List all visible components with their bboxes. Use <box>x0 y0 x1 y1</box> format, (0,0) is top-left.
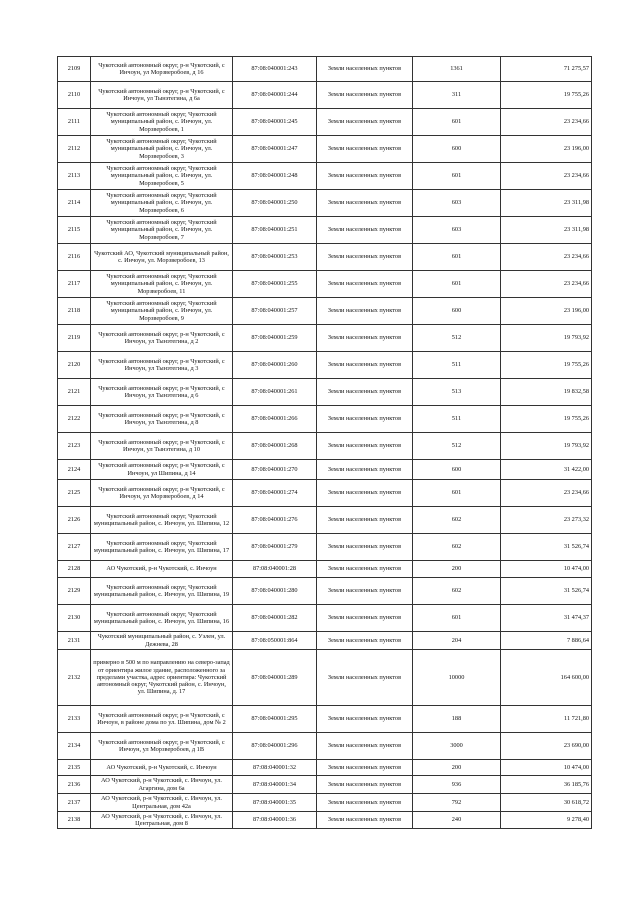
table-row <box>58 480 592 507</box>
table-row <box>58 733 592 760</box>
area-cell: 3000 <box>413 733 501 760</box>
land-category-cell: Земли населенных пунктов <box>317 352 413 379</box>
land-category-cell: Земли населенных пунктов <box>317 776 413 794</box>
area-cell: 602 <box>413 507 501 534</box>
row-number: 2110 <box>58 82 91 109</box>
cadastral-number-cell: 87:08:040001:295 <box>233 706 317 733</box>
land-category-cell: Земли населенных пунктов <box>317 136 413 163</box>
area-cell: 10000 <box>413 650 501 706</box>
address-cell: Чукотский автономный округ, р-н Чукотский, с Инчоун, ул Тынэтегина, д 10 <box>91 433 233 460</box>
address-cell: Чукотский автономный округ, Чукотский муниципальный район, с. Инчоун, ул. Шипина, 19 <box>91 578 233 605</box>
land-category-cell: Земли населенных пунктов <box>317 271 413 298</box>
row-number: 2134 <box>58 733 91 760</box>
cadastral-value-cell: 10 474,00 <box>501 561 592 578</box>
land-category-cell: Земли населенных пунктов <box>317 507 413 534</box>
table-row <box>58 650 592 706</box>
land-category-cell: Земли населенных пунктов <box>317 406 413 433</box>
address-cell: Чукотский автономный округ, Чукотский муниципальный район, с. Инчоун, ул. Шипина, 17 <box>91 534 233 561</box>
area-cell: 936 <box>413 776 501 794</box>
area-cell: 188 <box>413 706 501 733</box>
table-body <box>58 57 592 829</box>
cadastral-number-cell: 87:08:040001:280 <box>233 578 317 605</box>
area-cell: 602 <box>413 578 501 605</box>
area-cell: 603 <box>413 217 501 244</box>
area-cell: 511 <box>413 352 501 379</box>
address-cell: Чукотский автономный округ, р-н Чукотский, с Инчоун, ул Морзверобоев, д 16 <box>91 57 233 82</box>
row-number: 2126 <box>58 507 91 534</box>
area-cell: 511 <box>413 406 501 433</box>
cadastral-value-cell: 31 526,74 <box>501 578 592 605</box>
land-category-cell: Земли населенных пунктов <box>317 760 413 776</box>
cadastral-value-cell: 19 755,26 <box>501 352 592 379</box>
cadastral-number-cell: 87:08:040001:296 <box>233 733 317 760</box>
cadastral-value-cell: 23 234,66 <box>501 480 592 507</box>
area-cell: 600 <box>413 298 501 325</box>
land-category-cell: Земли населенных пунктов <box>317 706 413 733</box>
cadastral-number-cell: 87:08:040001:279 <box>233 534 317 561</box>
cadastral-value-cell: 19 793,92 <box>501 433 592 460</box>
address-cell: АО Чукотский, р-н Чукотский, с. Инчоун, ул. Агаргина, дом 6а <box>91 776 233 794</box>
cadastral-value-cell: 23 196,00 <box>501 298 592 325</box>
table-row <box>58 217 592 244</box>
address-cell: АО Чукотский, р-н Чукотский, с. Инчоун, ул. Центральная, дом 42а <box>91 794 233 812</box>
address-cell: Чукотский автономный округ, Чукотский муниципальный район, с. Инчоун, ул. Морзверобоев, 1 <box>91 109 233 136</box>
row-number: 2129 <box>58 578 91 605</box>
cadastral-number-cell: 87:08:040001:251 <box>233 217 317 244</box>
area-cell: 603 <box>413 190 501 217</box>
land-category-cell: Земли населенных пунктов <box>317 605 413 632</box>
cadastral-value-cell: 23 234,66 <box>501 163 592 190</box>
row-number: 2114 <box>58 190 91 217</box>
land-category-cell: Земли населенных пунктов <box>317 650 413 706</box>
row-number: 2116 <box>58 244 91 271</box>
cadastral-number-cell: 87:08:040001:244 <box>233 82 317 109</box>
land-category-cell: Земли населенных пунктов <box>317 460 413 480</box>
cadastral-number-cell: 87:08:040001:248 <box>233 163 317 190</box>
cadastral-number-cell: 87:08:040001:261 <box>233 379 317 406</box>
cadastral-value-cell: 23 273,32 <box>501 507 592 534</box>
area-cell: 601 <box>413 109 501 136</box>
land-category-cell: Земли населенных пунктов <box>317 534 413 561</box>
area-cell: 1361 <box>413 57 501 82</box>
area-cell: 200 <box>413 561 501 578</box>
cadastral-number-cell: 87:08:040001:276 <box>233 507 317 534</box>
land-category-cell: Земли населенных пунктов <box>317 379 413 406</box>
row-number: 2119 <box>58 325 91 352</box>
address-cell: Чукотский АО, Чукотский муниципальный район, с. Инчоун, ул. Морзверобоев, 13 <box>91 244 233 271</box>
cadastral-number-cell: 87:08:040001:245 <box>233 109 317 136</box>
land-category-cell: Земли населенных пунктов <box>317 190 413 217</box>
cadastral-value-cell: 71 275,57 <box>501 57 592 82</box>
table-row <box>58 776 592 794</box>
address-cell: Чукотский автономный округ, р-н Чукотский, с Инчоун, ул Тынэтегина, д 6 <box>91 379 233 406</box>
cadastral-number-cell: 87:08:040001:35 <box>233 794 317 812</box>
row-number: 2109 <box>58 57 91 82</box>
table-row <box>58 298 592 325</box>
cadastral-value-cell: 31 526,74 <box>501 534 592 561</box>
row-number: 2112 <box>58 136 91 163</box>
table-row <box>58 760 592 776</box>
cadastral-number-cell: 87:08:040001:247 <box>233 136 317 163</box>
land-category-cell: Земли населенных пунктов <box>317 109 413 136</box>
table-row <box>58 507 592 534</box>
table-row <box>58 534 592 561</box>
row-number: 2121 <box>58 379 91 406</box>
cadastral-number-cell: 87:08:040001:257 <box>233 298 317 325</box>
table-row <box>58 136 592 163</box>
cadastral-value-cell: 23 234,66 <box>501 244 592 271</box>
address-cell: Чукотский автономный округ, Чукотский муниципальный район, с. Инчоун, ул. Морзверобоев, 9 <box>91 298 233 325</box>
land-category-cell: Земли населенных пунктов <box>317 794 413 812</box>
land-category-cell: Земли населенных пунктов <box>317 298 413 325</box>
cadastral-number-cell: 87:08:040001:250 <box>233 190 317 217</box>
row-number: 2130 <box>58 605 91 632</box>
cadastral-value-cell: 23 311,98 <box>501 190 592 217</box>
land-category-cell: Земли населенных пунктов <box>317 82 413 109</box>
area-cell: 601 <box>413 244 501 271</box>
cadastral-value-cell: 7 886,64 <box>501 632 592 650</box>
land-category-cell: Земли населенных пунктов <box>317 217 413 244</box>
row-number: 2135 <box>58 760 91 776</box>
table-row <box>58 460 592 480</box>
table-row <box>58 706 592 733</box>
cadastral-value-cell: 23 690,00 <box>501 733 592 760</box>
cadastral-value-cell: 11 721,80 <box>501 706 592 733</box>
address-cell: Чукотский автономный округ, Чукотский муниципальный район, с. Инчоун, ул. Морзверобоев, 6 <box>91 190 233 217</box>
address-cell: Чукотский муниципальный район, с. Уэлен, ул. Дежнева, 28 <box>91 632 233 650</box>
land-category-cell: Земли населенных пунктов <box>317 57 413 82</box>
address-cell: АО Чукотский, р-н Чукотский, с. Инчоун <box>91 561 233 578</box>
address-cell: примерно в 500 м по направлению на северо-запад от ориентира жилое здание, расположенного за пределами участка, адрес ориентира: Чукотский автономный округ, Чукотский район, с. Инчоун, ул. Шипина, д. 17 <box>91 650 233 706</box>
address-cell: Чукотский автономный округ, р-н Чукотский, с Инчоун, ул Тынэтегина, д 6а <box>91 82 233 109</box>
row-number: 2115 <box>58 217 91 244</box>
cadastral-number-cell: 87:08:040001:32 <box>233 760 317 776</box>
area-cell: 602 <box>413 534 501 561</box>
address-cell: Чукотский автономный округ, р-н Чукотский, с Инчоун, ул Тынэтегина, д 2 <box>91 325 233 352</box>
row-number: 2131 <box>58 632 91 650</box>
cadastral-value-cell: 23 311,98 <box>501 217 592 244</box>
cadastral-number-cell: 87:08:040001:268 <box>233 433 317 460</box>
cadastral-number-cell: 87:08:040001:274 <box>233 480 317 507</box>
land-category-cell: Земли населенных пунктов <box>317 733 413 760</box>
area-cell: 513 <box>413 379 501 406</box>
land-category-cell: Земли населенных пунктов <box>317 163 413 190</box>
address-cell: Чукотский автономный округ, р-н Чукотский, с Инчоун, ул Морзверобоев, д 14 <box>91 480 233 507</box>
row-number: 2122 <box>58 406 91 433</box>
cadastral-value-cell: 19 755,26 <box>501 82 592 109</box>
area-cell: 600 <box>413 460 501 480</box>
cadastral-number-cell: 87:08:040001:34 <box>233 776 317 794</box>
address-cell: АО Чукотский, р-н Чукотский, с. Инчоун <box>91 760 233 776</box>
area-cell: 600 <box>413 136 501 163</box>
cadastral-value-cell: 23 234,66 <box>501 109 592 136</box>
cadastral-number-cell: 87:08:040001:243 <box>233 57 317 82</box>
cadastral-number-cell: 87:08:040001:266 <box>233 406 317 433</box>
table-row <box>58 433 592 460</box>
cadastral-value-cell: 19 832,58 <box>501 379 592 406</box>
land-category-cell: Земли населенных пунктов <box>317 578 413 605</box>
land-registry-table <box>57 56 592 829</box>
land-category-cell: Земли населенных пунктов <box>317 433 413 460</box>
table-row <box>58 632 592 650</box>
cadastral-number-cell: 87:08:040001:282 <box>233 605 317 632</box>
area-cell: 601 <box>413 605 501 632</box>
area-cell: 601 <box>413 480 501 507</box>
row-number: 2136 <box>58 776 91 794</box>
cadastral-number-cell: 87:08:040001:289 <box>233 650 317 706</box>
table-row <box>58 352 592 379</box>
land-category-cell: Земли населенных пунктов <box>317 480 413 507</box>
row-number: 2125 <box>58 480 91 507</box>
cadastral-number-cell: 87:08:040001:253 <box>233 244 317 271</box>
area-cell: 311 <box>413 82 501 109</box>
table-row <box>58 57 592 82</box>
cadastral-value-cell: 23 196,00 <box>501 136 592 163</box>
row-number: 2123 <box>58 433 91 460</box>
row-number: 2118 <box>58 298 91 325</box>
cadastral-number-cell: 87:08:040001:28 <box>233 561 317 578</box>
table-row <box>58 82 592 109</box>
cadastral-value-cell: 10 474,00 <box>501 760 592 776</box>
area-cell: 240 <box>413 812 501 829</box>
table-row <box>58 406 592 433</box>
table-row <box>58 109 592 136</box>
row-number: 2138 <box>58 812 91 829</box>
table-row <box>58 190 592 217</box>
table-row <box>58 794 592 812</box>
address-cell: Чукотский автономный округ, Чукотский муниципальный район, с. Инчоун, ул. Морзверобоев, 7 <box>91 217 233 244</box>
area-cell: 792 <box>413 794 501 812</box>
cadastral-number-cell: 87:08:040001:259 <box>233 325 317 352</box>
row-number: 2127 <box>58 534 91 561</box>
land-category-cell: Земли населенных пунктов <box>317 632 413 650</box>
address-cell: Чукотский автономный округ, р-н Чукотский, с Инчоун, ул Морзверобоев, д 1В <box>91 733 233 760</box>
table-row <box>58 379 592 406</box>
area-cell: 601 <box>413 271 501 298</box>
cadastral-number-cell: 87:08:050001:864 <box>233 632 317 650</box>
address-cell: Чукотский автономный округ, р-н Чукотский, с Инчоун, ул Тынэтегина, д 8 <box>91 406 233 433</box>
row-number: 2132 <box>58 650 91 706</box>
row-number: 2128 <box>58 561 91 578</box>
row-number: 2113 <box>58 163 91 190</box>
address-cell: Чукотский автономный округ, Чукотский муниципальный район, с. Инчоун, ул. Морзверобоев, 11 <box>91 271 233 298</box>
row-number: 2124 <box>58 460 91 480</box>
row-number: 2120 <box>58 352 91 379</box>
address-cell: Чукотский автономный округ, Чукотский муниципальный район, с. Инчоун, ул. Шипина, 16 <box>91 605 233 632</box>
cadastral-value-cell: 23 234,66 <box>501 271 592 298</box>
address-cell: Чукотский автономный округ, р-н Чукотский, с Инчоун, ул Тынэтегина, д 3 <box>91 352 233 379</box>
cadastral-number-cell: 87:08:040001:36 <box>233 812 317 829</box>
land-category-cell: Земли населенных пунктов <box>317 325 413 352</box>
table-row <box>58 163 592 190</box>
address-cell: Чукотский автономный округ, Чукотский муниципальный район, с. Инчоун, ул. Шипина, 12 <box>91 507 233 534</box>
area-cell: 204 <box>413 632 501 650</box>
cadastral-value-cell: 9 278,40 <box>501 812 592 829</box>
land-category-cell: Земли населенных пунктов <box>317 561 413 578</box>
address-cell: Чукотский автономный округ, р-н Чукотский, с Инчоун, ул Шипина, д 14 <box>91 460 233 480</box>
cadastral-value-cell: 36 185,76 <box>501 776 592 794</box>
cadastral-value-cell: 19 793,92 <box>501 325 592 352</box>
row-number: 2137 <box>58 794 91 812</box>
table-row <box>58 561 592 578</box>
address-cell: Чукотский автономный округ, р-н Чукотский, с Инчоун, в районе дома по ул. Шипина, дом № 2 <box>91 706 233 733</box>
row-number: 2133 <box>58 706 91 733</box>
cadastral-number-cell: 87:08:040001:270 <box>233 460 317 480</box>
land-category-cell: Земли населенных пунктов <box>317 244 413 271</box>
table-row <box>58 605 592 632</box>
cadastral-value-cell: 30 618,72 <box>501 794 592 812</box>
table-row <box>58 578 592 605</box>
address-cell: Чукотский автономный округ, Чукотский муниципальный район, с. Инчоун, ул. Морзверобоев, 3 <box>91 136 233 163</box>
cadastral-number-cell: 87:08:040001:260 <box>233 352 317 379</box>
address-cell: Чукотский автономный округ, Чукотский муниципальный район, с. Инчоун, ул. Морзверобоев, 5 <box>91 163 233 190</box>
cadastral-value-cell: 164 600,00 <box>501 650 592 706</box>
cadastral-number-cell: 87:08:040001:255 <box>233 271 317 298</box>
table-row <box>58 271 592 298</box>
row-number: 2117 <box>58 271 91 298</box>
table-row <box>58 325 592 352</box>
area-cell: 200 <box>413 760 501 776</box>
cadastral-value-cell: 31 422,00 <box>501 460 592 480</box>
area-cell: 512 <box>413 433 501 460</box>
area-cell: 512 <box>413 325 501 352</box>
cadastral-value-cell: 19 755,26 <box>501 406 592 433</box>
cadastral-value-cell: 31 474,37 <box>501 605 592 632</box>
area-cell: 601 <box>413 163 501 190</box>
address-cell: АО Чукотский, р-н Чукотский, с. Инчоун, ул. Центральная, дом 8 <box>91 812 233 829</box>
land-category-cell: Земли населенных пунктов <box>317 812 413 829</box>
table-row <box>58 244 592 271</box>
table-row <box>58 812 592 829</box>
row-number: 2111 <box>58 109 91 136</box>
